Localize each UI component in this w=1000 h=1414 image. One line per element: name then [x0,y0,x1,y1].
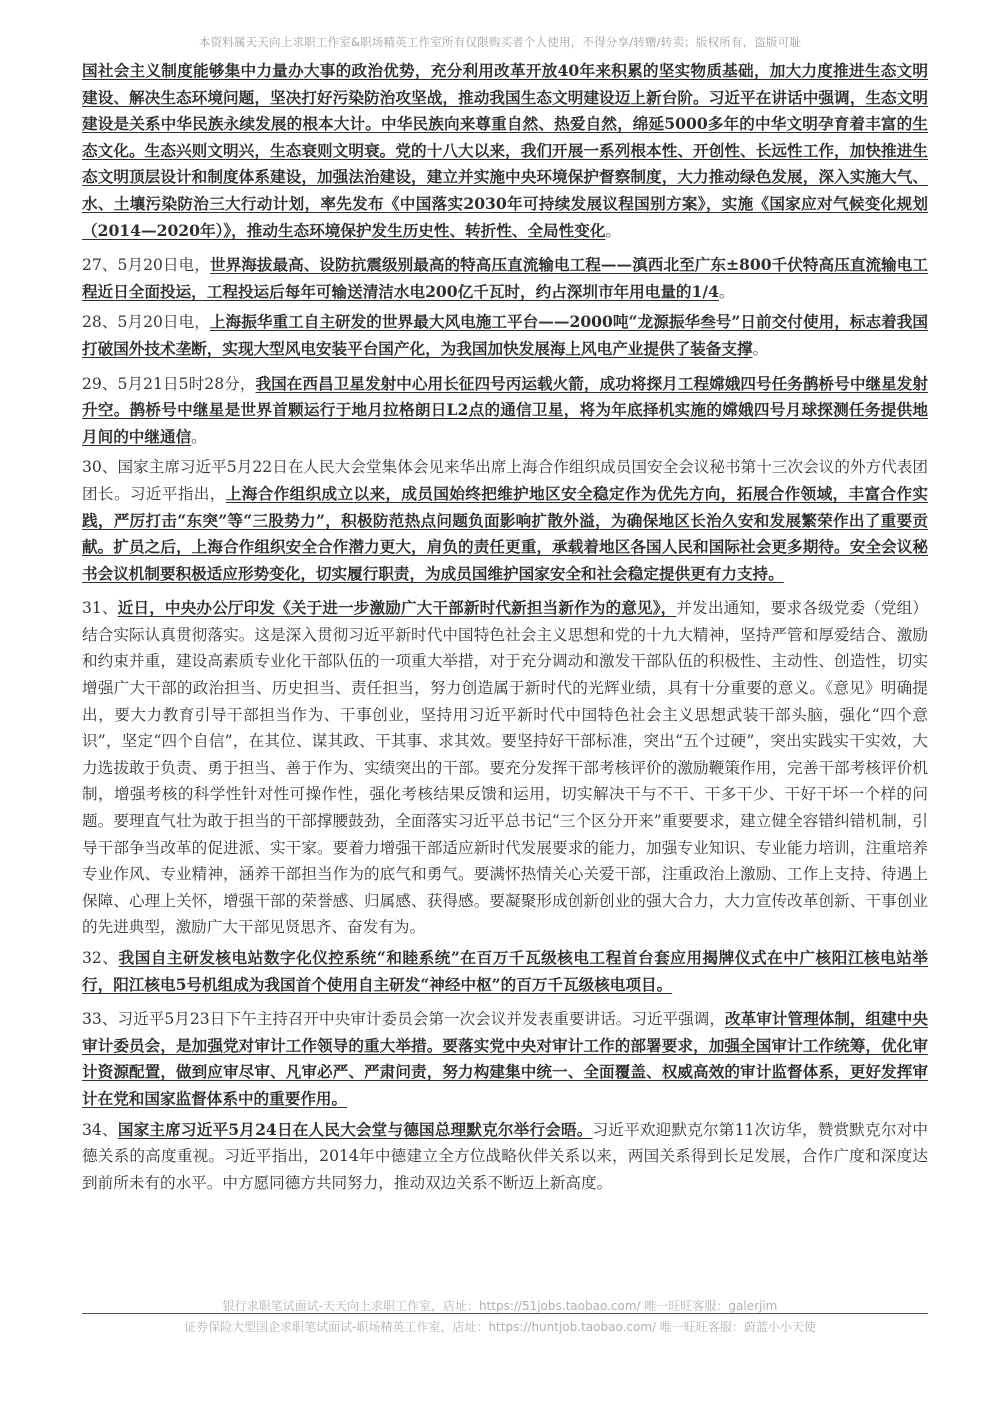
item-highlight: 我国在西昌卫星发射中心用长征四号丙运载火箭，成功将探月工程嫦娥四号任务鹊桥号中继星发射升空。鹊桥号中继星是世界首颗运行于地月拉格朗日L2点的通信卫星，将为年底择机实施的嫦娥四号月球探测任务提供地月间的中继通信 [82,373,928,446]
item-plain-before: 30、国家主席习近平5月22日在人民大会堂集体会见来华出席上海合作组织成员国安全会议秘书第十三次会议的外方代表团团长。习近平指出， [82,458,928,503]
item-plain-after: 。 [752,339,769,358]
item-plain-before: 33、习近平5月23日下午主持召开中央审计委员会第一次会议并发表重要讲话。习近平强调， [82,1010,726,1029]
copyright-header: 本资料属天天向上求职工作室&职场精英工作室所有仅限购买者个人使用，不得分享/转赠/转卖；版权所有，盗版可耻 [198,35,802,49]
item-plain-before: 31、 [82,599,118,618]
news-item-31 [82,595,928,941]
news-item-28 [82,309,928,362]
item-highlight: 国社会主义制度能够集中力量办大事的政治优势，充分利用改革开放40年来积累的坚实物质基础，加大力度推进生态文明建设、解决生态环境问题，坚决打好污染防治攻坚战，推动我国生态文明建设迈上新台阶。习近平在讲话中强调，生态文明建设是关系中华民族永续发展的根本大计。中华民族向来尊重自然、热爱自然，绵延5000多年的中华文明孕育着丰富的生态文化。生态兴则文明兴，生态衰则文明衰。党的十八大以来，我们开展一系列根本性、开创性、长远性工作，加快推进生态文明顶层设计和制度体系建设，加强法治建设，建立并实施中央环境保护督察制度，大力推动绿色发展，深入实施大气、水、土壤污染防治三大行动计划，率先发布《中国落实2030年可持续发展议程国别方案》，实施《国家应对气候变化规划（2014—2020年）》，推动生态环境保护发生历史性、转折性、全局性变化 [82,61,928,240]
footer-shop-line-1: 银行求职笔试面试-天天向上求职工作室，店址：https://51jobs.taobao.com/ 唯一旺旺客服：galerjim [222,1299,778,1313]
item-highlight: 近日，中央办公厅印发《关于进一步激励广大干部新时代新担当新作为的意见》， [117,598,677,618]
news-item-33 [82,1006,928,1112]
item-plain-before: 27、5月20日电， [82,256,210,275]
item-highlight: 我国自主研发核电站数字化仪控系统“和睦系统”在百万千瓦级核电工程首台套应用揭牌仪式在中广核阳江核电站举行，阳江核电5号机组成为我国首个使用自主研发“神经中枢”的百万千瓦级核电项目。 [82,948,928,994]
item-plain-before: 28、5月20日电， [82,313,210,332]
news-item-34 [82,1117,928,1197]
footer-shop-line-2: 证券保险大型国企求职笔试面试-职场精英工作室，店址：https://huntjob.taobao.com/ 唯一旺旺客服：蔚蓝小小天使 [184,1320,816,1334]
news-item-32 [82,945,928,998]
item-plain-before: 34、 [82,1120,118,1139]
item-plain-after: 。 [605,221,622,240]
item-highlight: 世界海拔最高、设防抗震级别最高的特高压直流输电工程——滇西北至广东±800千伏特高压直流输电工程近日全面投运，工程投运后每年可输送清洁水电200亿千瓦时，约占深圳市年用电量的1/4 [82,255,928,301]
item-plain-after: 习近平欢迎默克尔第11次访华，赞赏默克尔对中德关系的高度重视。习近平指出，2014年中德建立全方位战略伙伴关系以来，两国关系得到长足发展，合作广度和深度达到前所未有的水平。中方愿同德方共同努力，推动双边关系不断迈上新高度。 [82,1120,928,1192]
item-plain-before: 32、 [82,949,119,967]
item-plain-after: 并发出通知，要求各级党委（党组）结合实际认真贯彻落实。这是深入贯彻习近平新时代中国特色社会主义思想和党的十九大精神，坚持严管和厚爱结合、激励和约束并重，建设高素质专业化干部队伍的一项重大举措，对于充分调动和激发干部队伍的积极性、主动性、创造性，切实增强广大干部的政治担当、历史担当、责任担当，努力创造属于新时代的光辉业绩，具有十分重要的意义。《意见》明确提出，要大力教育引导干部担当作为、干事创业，坚持用习近平新时代中国特色社会主义思想武装干部头脑，强化“四个意识”，坚定“四个自信”，在其位、谋其政、干其事、求其效。要坚持好干部标准，突出“五个过硬”，突出实践实干实效，大力选拔敢于负责、勇于担当、善于作为、实绩突出的干部。要充分发挥干部考核评价的激励鞭策作用，完善干部考核评价机制，增强考核的科学性针对性可操作性，强化考核结果反馈和运用，切实解决干与不干、干多干少、干好干坏一个样的问题。要理直气壮为敢于担当的干部撑腰鼓劲，全面落实习近平总书记“三个区分开来”重要要求，建立健全容错纠错机制，引导干部争当改革的促进派、实干家。要着力增强干部适应新时代发展要求的能力，加强专业知识、专业能力培训，注重培养专业作风、专业精神，涵养干部担当作为的底气和勇气。要满怀热情关心关爱干部，注重政治上激励、工作上支持、待遇上保障、心理上关怀，增强干部的荣誉感、归属感、获得感。要凝聚形成创新创业的强大合力，大力宣传改革创新、干事创业的先进典型，激励广大干部见贤思齐、奋发有为。 [82,599,928,937]
news-item-27 [82,252,928,305]
item-plain-after: 。 [718,282,735,301]
footer-divider [82,1313,928,1314]
news-item-29 [82,371,928,451]
news-item-30 [82,454,928,587]
document-body [82,58,928,1200]
item-plain-after: 。 [191,427,207,446]
item-highlight: 上海振华重工自主研发的世界最大风电施工平台——2000吨“龙源振华叁号”日前交付使用，标志着我国打破国外技术垄断，实现大型风电安装平台国产化，为我国加快发展海上风电产业提供了装备支撑 [82,312,928,358]
item-highlight: 国家主席习近平5月24日在人民大会堂与德国总理默克尔举行会晤。 [117,1119,593,1139]
news-item-26-continued [82,58,928,244]
item-plain-before: 29、5月21日5时28分， [82,374,256,393]
item-highlight: 上海合作组织成立以来，成员国始终把维护地区安全稳定作为优先方向，拓展合作领域，丰富合作实践，严厉打击“东突”等“三股势力”，积极防范热点问题负面影响扩散外溢，为确保地区长治久安和发展繁荣作出了重要贡献。扩员之后，上海合作组织安全合作潜力更大，肩负的责任更重，承载着地区各国人民和国际社会更多期待。安全会议秘书会议机制要积极适应形势变化，切实履行职责，为成员国维护国家安全和社会稳定提供更有力支持。 [82,483,928,583]
item-highlight: 改革审计管理体制，组建中央审计委员会，是加强党对审计工作领导的重大举措。要落实党中央对审计工作的部署要求，加强全国审计工作统筹，优化审计资源配置，做到应审尽审、凡审必严、严肃问责，努力构建集中统一、全面覆盖、权威高效的审计监督体系，更好发挥审计在党和国家监督体系中的重要作用。 [82,1009,928,1108]
